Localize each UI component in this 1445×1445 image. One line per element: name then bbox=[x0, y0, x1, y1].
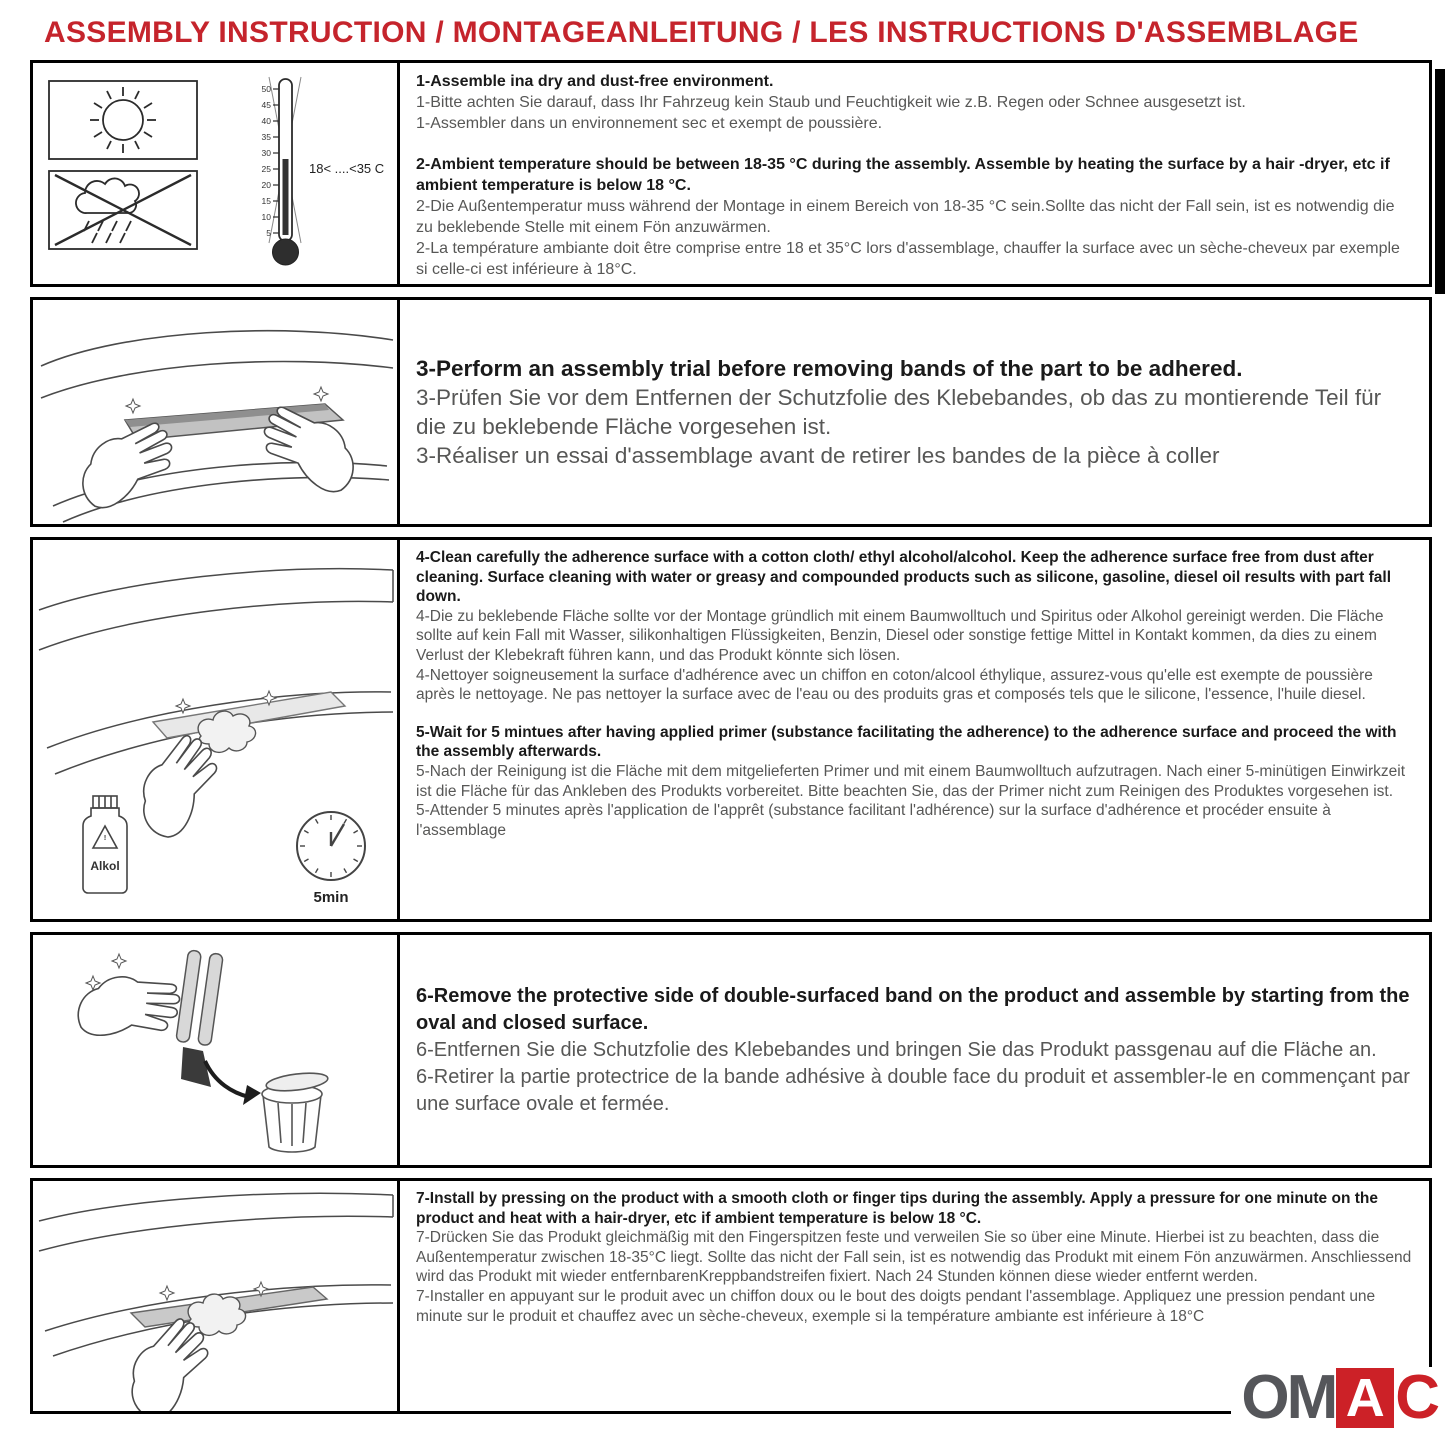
step3-fr: 3-Réaliser un essai d'assemblage avant de retirer les bandes de la pièce à coller bbox=[416, 443, 1220, 468]
svg-text:25: 25 bbox=[261, 164, 271, 174]
step3-en: 3-Perform an assembly trial before removing bands of the part to be adhered. bbox=[416, 356, 1243, 381]
bottle-label: Alkol bbox=[90, 859, 120, 873]
logo-letter-c: C bbox=[1395, 1363, 1440, 1432]
sparkle-icon bbox=[126, 399, 140, 413]
svg-text:10: 10 bbox=[261, 212, 271, 222]
svg-text:15: 15 bbox=[261, 196, 271, 206]
omac-logo bbox=[1231, 1363, 1440, 1432]
section-trial-assembly bbox=[30, 297, 1432, 527]
logo-letter-m: M bbox=[1286, 1363, 1336, 1432]
step4-de: 4-Die zu beklebende Fläche sollte vor der Montage gründlich mit einem Baumwolltuch und Spiritus oder Alkohol gereinigt werden. Die Fläche sollte auf kein Fall mit Wasser, silikonhaltigen Flüssigkeiten, Benzin, Diesel oder sonstige fettige Mittel in Kontakt kommen, da dies zu einem Verlust der Klebekraft führen kann, und das Produkt könnte sich lösen. bbox=[416, 607, 1384, 664]
illustration-cleaning bbox=[30, 537, 400, 922]
peeling-hand-icon bbox=[73, 962, 184, 1056]
logo-letter-o: O bbox=[1241, 1363, 1287, 1432]
step6-en: 6-Remove the protective side of double-surfaced band on the product and assemble by starting from the oval and closed surface. bbox=[416, 984, 1410, 1034]
thermometer-icon bbox=[262, 77, 385, 265]
section-environment bbox=[30, 60, 1432, 287]
section-environment-text bbox=[397, 60, 1432, 287]
sun-icon bbox=[49, 81, 197, 159]
trash-can-icon bbox=[262, 1070, 329, 1152]
logo-letter-a: A bbox=[1336, 1368, 1394, 1428]
svg-text:50: 50 bbox=[261, 84, 271, 94]
svg-text:20: 20 bbox=[261, 180, 271, 190]
step6-fr: 6-Retirer la partie protectrice de la bande adhésive à double face du produit et assembler-le en commençant par une surface ovale et fermée. bbox=[416, 1065, 1410, 1115]
left-hand-icon bbox=[72, 421, 182, 512]
page-edge-mark bbox=[1435, 69, 1445, 294]
step7-en: 7-Install by pressing on the product with a smooth cloth or finger tips during the assembly. Apply a pressure for one minute on the product and heat with a hair-dryer, etc if ambient temperature is below 18 °C. bbox=[416, 1190, 1378, 1227]
illustration-remove-band bbox=[30, 932, 400, 1168]
clock-icon bbox=[297, 812, 365, 880]
sparkle-icon bbox=[112, 954, 126, 968]
step1-de: 1-Bitte achten Sie darauf, dass Ihr Fahrzeug kein Staub und Feuchtigkeit wie z.B. Regen oder Schnee ausgesetzt ist. bbox=[416, 94, 1246, 111]
step2-en: 2-Ambient temperature should be between 18-35 °C during the assembly. Assemble by heating the surface by a hair -dryer, etc if ambient temperature is below 18 °C. bbox=[416, 156, 1390, 194]
thermometer-scale bbox=[262, 84, 272, 238]
section-press-install bbox=[30, 1178, 1432, 1414]
section-remove-band bbox=[30, 932, 1432, 1168]
step5-en: 5-Wait for 5 mintues after having applied primer (substance facilitating the adherence) to the adherence surface and proceed the with the assembly afterwards. bbox=[416, 723, 1397, 761]
sparkle-icon bbox=[314, 387, 328, 401]
step6-de: 6-Entfernen Sie die Schutzfolie des Klebebandes und bringen Sie das Produkt passgenau auf die Fläche an. bbox=[416, 1038, 1377, 1061]
step7-fr: 7-Installer en appuyant sur le produit avec un chiffon doux ou le bout des doigts pendant l'assemblage. Appliquez une pression pendant une minute sur le produit et chauffez avec un sèche-cheveux, exemple si la température ambiante est inférieure à 18°C bbox=[416, 1287, 1376, 1325]
warning-mark: ! bbox=[103, 835, 107, 842]
section-trial-assembly-text bbox=[397, 297, 1432, 527]
svg-text:40: 40 bbox=[261, 116, 271, 126]
step4-en: 4-Clean carefully the adherence surface with a cotton cloth/ ethyl alcohol/alcohol. Keep the adherence surface free from dust after cleaning. Surface cleaning with water or greasy and compounded products such as silicone, gasoline, diesel oil results with part fall down. bbox=[416, 549, 1392, 606]
cloth-icon bbox=[188, 1294, 245, 1335]
cleaning-illustration bbox=[33, 540, 397, 919]
section-remove-band-text bbox=[397, 932, 1432, 1168]
step4-fr: 4-Nettoyer soigneusement la surface d'adhérence avec un chiffon en coton/alcool éthylique, assurez-vous qu'elle est exempte de poussière après le nettoyage. Ne pas nettoyer la surface avec de l'eau ou des produits gras et composés tels que le silicone, l'essence, l'huile diesel. bbox=[416, 666, 1373, 704]
svg-text:45: 45 bbox=[261, 100, 271, 110]
step2-fr: 2-La température ambiante doit être comprise entre 18 et 35°C lors d'assemblage, chauffer la surface avec un sèche-cheveux par exemple si celle-ci est inférieure à 18°C. bbox=[416, 240, 1400, 278]
step1-en: 1-Assemble ina dry and dust-free environment. bbox=[416, 73, 774, 90]
step3-de: 3-Prüfen Sie vor dem Entfernen der Schutzfolie des Klebebandes, ob das zu montierende Teil für die zu beklebende Fläche vorgesehen ist. bbox=[416, 385, 1382, 439]
illustration-environment bbox=[30, 60, 400, 287]
step1-fr: 1-Assembler dans un environnement sec et exempt de poussière. bbox=[416, 115, 883, 132]
section-cleaning bbox=[30, 537, 1432, 922]
page-title: ASSEMBLY INSTRUCTION / MONTAGEANLEITUNG / LES INSTRUCTIONS D'ASSEMBLAGE bbox=[44, 16, 1359, 49]
svg-text:35: 35 bbox=[261, 132, 271, 142]
svg-text:5: 5 bbox=[266, 228, 271, 238]
sparkle-icon bbox=[160, 1286, 174, 1300]
no-rain-icon bbox=[49, 171, 197, 249]
alcohol-bottle-icon bbox=[83, 796, 127, 893]
press-install-illustration bbox=[33, 1181, 397, 1411]
illustration-trial-assembly bbox=[30, 297, 400, 527]
arrow-to-trash bbox=[205, 1061, 249, 1097]
step2-de: 2-Die Außentemperatur muss während der Montage in einem Bereich von 18-35 °C sein.Sollte das nicht der Fall sein, ist es notwendig die zu beklebende Stelle mit einem Fön anzuwärmen. bbox=[416, 198, 1395, 236]
clock-label: 5min bbox=[313, 889, 349, 906]
step7-de: 7-Drücken Sie das Produkt gleichmäßig mit den Fingerspitzen feste und verweilen Sie so über eine Minute. Hierbei ist zu beachten, dass die Außentemperatur zwischen 18-35°C liegt. Sollte das nicht der Fall sein, ist es notwendig das Produkt mit einem Fön anzuwärmen. Anschliessend wird das Produkt mit wieder entfernbarenKreppbandstreifen fixiert. Nach 24 Stunden können diese wieder entfernt werden. bbox=[416, 1229, 1412, 1286]
illustration-press-install bbox=[30, 1178, 400, 1414]
hands-placing-trim-icon bbox=[33, 300, 397, 524]
step5-de: 5-Nach der Reinigung ist die Fläche mit dem mitgelieferten Primer und mit einem Baumwolltuch aufzutragen. Nach einer 5-minütigen Einwirkzeit ist die Fläche für das Ankleben des Produkts vorbereitet. Bitte beachten Sie, das der Primer nicht zum Reinigen des Produktes vorgesehen ist. bbox=[416, 762, 1406, 800]
step5-fr: 5-Attender 5 minutes après l'application de l'apprêt (substance facilitant l'adhérence) sur la surface d'adhérence et procéder ensuite à l'assemblage bbox=[416, 802, 1331, 839]
product-strips bbox=[176, 950, 223, 1046]
section-cleaning-text bbox=[397, 537, 1432, 922]
environment-illustration bbox=[33, 63, 397, 284]
svg-text:30: 30 bbox=[261, 148, 271, 158]
thermometer-range-label: 18< ....<35 C bbox=[309, 161, 385, 176]
peel-band-illustration bbox=[33, 935, 397, 1165]
